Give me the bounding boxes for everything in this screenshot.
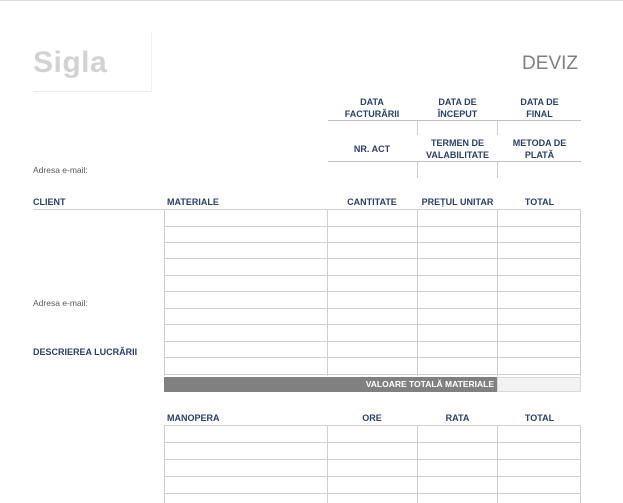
- table-row[interactable]: [164, 292, 581, 309]
- column-divider: [164, 426, 165, 503]
- act-number-label: NR. ACT: [353, 144, 391, 154]
- labor-total-col-header: TOTAL: [524, 413, 555, 423]
- table-row[interactable]: [164, 477, 581, 494]
- client-heading: CLIENT: [33, 197, 66, 207]
- column-divider: [580, 426, 581, 503]
- materials-table: [164, 210, 581, 376]
- table-row[interactable]: [164, 358, 581, 375]
- table-row[interactable]: [164, 426, 581, 443]
- column-divider: [327, 210, 328, 376]
- invoice-date-label: DATA FACTURĂRII: [344, 97, 400, 119]
- column-divider: [497, 426, 498, 503]
- table-row[interactable]: [164, 242, 581, 259]
- table-row[interactable]: [164, 259, 581, 276]
- header-col-divider: [417, 162, 418, 178]
- job-description-heading: DESCRIEREA LUCRĂRII: [33, 347, 138, 357]
- top-border: [0, 0, 623, 1]
- logo-text: Sigla: [33, 46, 108, 79]
- table-row[interactable]: [164, 443, 581, 460]
- column-divider: [417, 426, 418, 503]
- company-email-label: Adresa e-mail:: [33, 165, 88, 175]
- header-col-divider: [497, 162, 498, 178]
- table-row[interactable]: [164, 341, 581, 358]
- payment-method-label: METODA DE PLATĂ: [512, 138, 567, 160]
- unit-price-col-header: PREȚUL UNITAR: [421, 197, 494, 207]
- header-col-divider: [497, 121, 498, 135]
- end-date-label: DATA DE FINAL: [520, 97, 559, 119]
- table-row[interactable]: [164, 460, 581, 477]
- header-divider: [328, 120, 581, 121]
- header-divider: [328, 161, 581, 162]
- document-title: DEVIZ: [522, 53, 578, 74]
- materials-total-label: VALOARE TOTALĂ MATERIALE: [365, 379, 494, 389]
- rate-col-header: RATA: [445, 413, 470, 423]
- labor-table: [164, 426, 581, 503]
- column-divider: [164, 210, 165, 376]
- table-row[interactable]: [164, 210, 581, 227]
- labor-col-header: MANOPERA: [167, 413, 220, 423]
- header-col-divider: [417, 121, 418, 135]
- column-divider: [417, 210, 418, 376]
- table-row[interactable]: [164, 308, 581, 325]
- quantity-col-header: CANTITATE: [347, 197, 397, 207]
- hours-col-header: ORE: [362, 413, 382, 423]
- table-row[interactable]: [164, 275, 581, 292]
- start-date-label: DATA DE ÎNCEPUT: [437, 97, 478, 119]
- client-email-label: Adresa e-mail:: [33, 298, 88, 308]
- validity-term-label: TERMEN DE VALABILITATE: [426, 138, 489, 160]
- materials-total-value[interactable]: [497, 377, 581, 392]
- column-divider: [497, 210, 498, 376]
- table-row[interactable]: [164, 226, 581, 243]
- table-row[interactable]: [164, 325, 581, 342]
- materials-total-bar: [164, 377, 497, 392]
- column-divider: [580, 210, 581, 376]
- materials-col-header: MATERIALE: [167, 197, 219, 207]
- column-divider: [327, 426, 328, 503]
- logo-placeholder[interactable]: [33, 32, 152, 92]
- total-col-header: TOTAL: [524, 197, 555, 207]
